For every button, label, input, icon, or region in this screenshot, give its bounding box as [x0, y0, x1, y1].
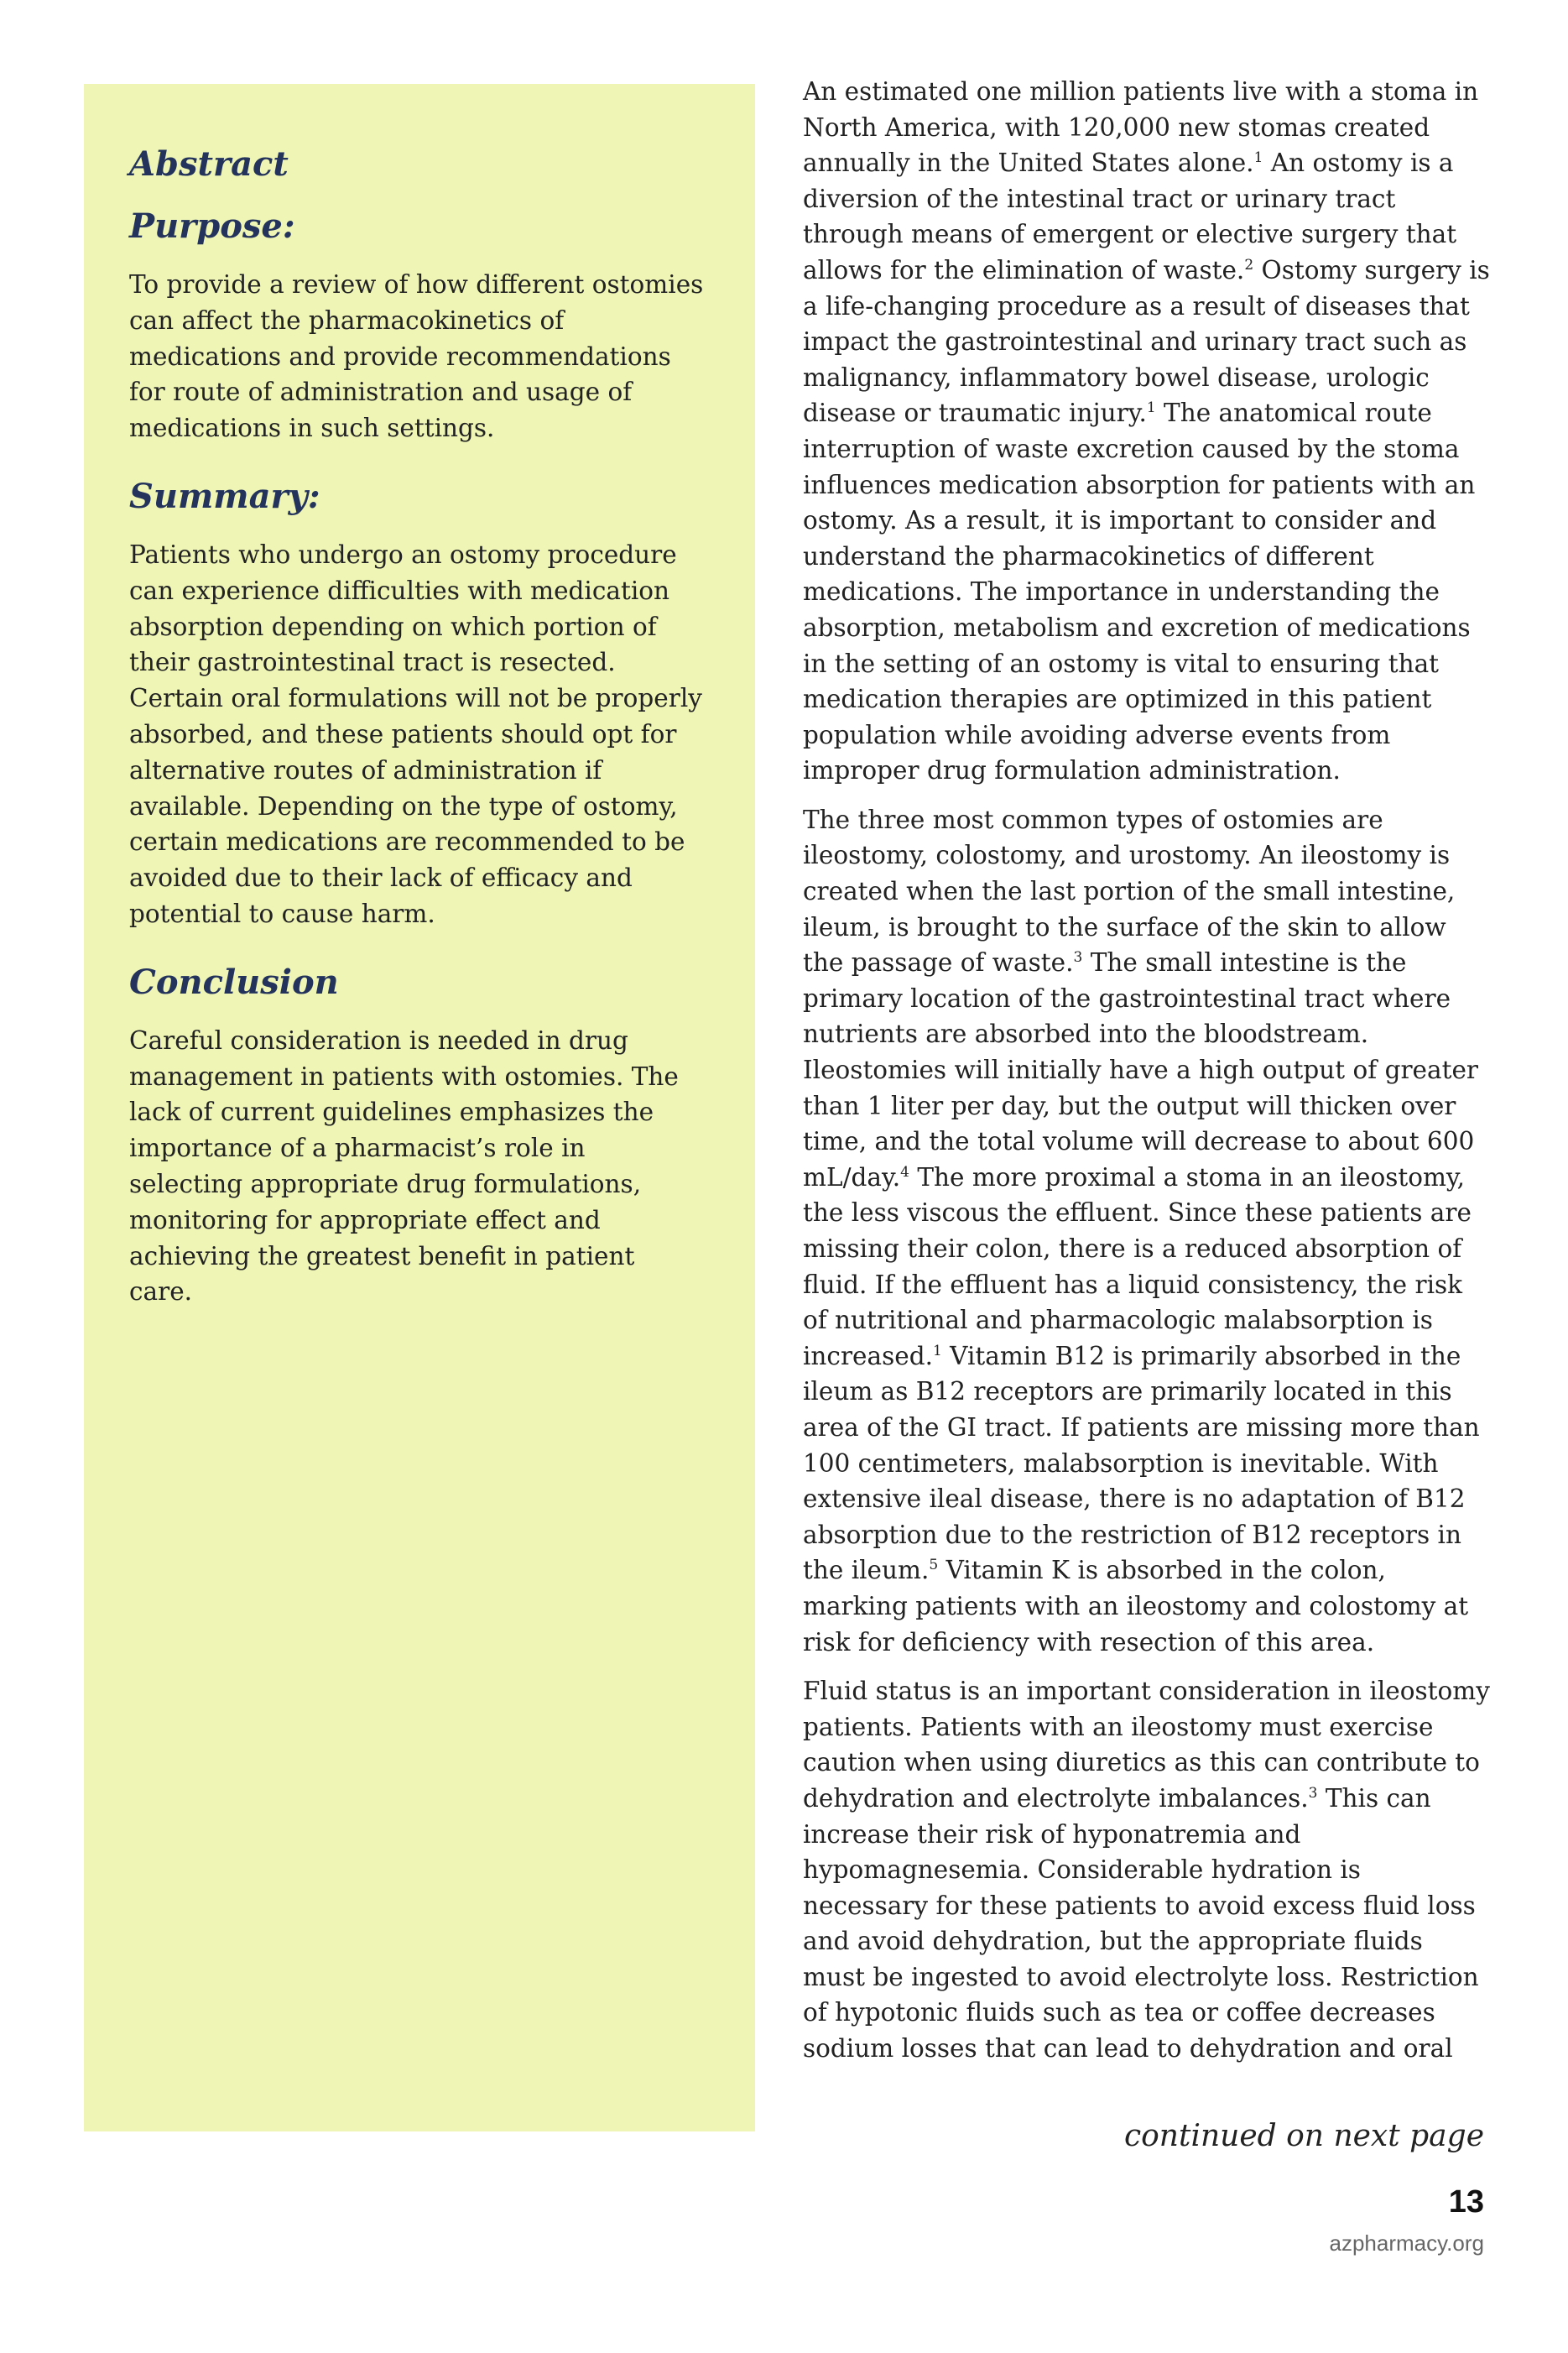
abstract-panel — [84, 84, 755, 2131]
abstract-heading: Abstract — [129, 144, 289, 184]
article-paragraph — [803, 802, 1491, 1660]
text-run: The small intestine is the primary location of the gastrointestinal tract where nutrients are absorbed into the bloodstream. Ileostomies will initially have a high output of greater than 1 liter per day, but the output will thicken over time, and the total volume will decrease to about 600 mL/day. — [803, 948, 1479, 1192]
reference-link[interactable]: 4 — [900, 1163, 909, 1181]
text-run: The more proximal a stoma in an ileostomy, the less viscous the effluent. Since these patients are missing their colon, there is a reduced absorption of fluid. If the effluent has a liquid consistency, the risk of nutritional and pharmacologic malabsorption is increased. — [803, 1162, 1472, 1370]
text-run: The three most common types of ostomies are ileostomy, colostomy, and urostomy. An ileostomy is created when the last portion of the small intestine, ileum, is brought to the surface of the skin to allow the passage of waste. — [803, 805, 1456, 978]
reference-link[interactable]: 3 — [1308, 1784, 1318, 1802]
page-number: 13 — [1448, 2184, 1484, 2220]
article-paragraph — [803, 1673, 1491, 2067]
conclusion-heading: Conclusion — [129, 962, 339, 1002]
text-run: Vitamin B12 is primarily absorbed in the ileum as B12 receptors are primarily located in this area of the GI tract. If patients are missing more than 100 centimeters, malabsorption is inevitable. With extensive ileal disease, there is no adaptation of B12 absorption due to the restriction of B12 receptors in the ileum. — [803, 1341, 1480, 1585]
purpose-text: To provide a review of how different ostomies can affect the pharmacokinetics of medications and provide recommendations for route of administration and usage of medications in such settings. — [129, 270, 704, 443]
purpose-heading: Purpose: — [129, 206, 295, 246]
text-run: Fluid status is an important consideration in ileostomy patients. Patients with an ileostomy must exercise caution when using diuretics as this can contribute to dehydration and electrolyte imbalances. — [803, 1677, 1490, 1813]
summary-heading: Summary: — [129, 476, 320, 516]
reference-link[interactable]: 1 — [1253, 149, 1263, 167]
text-run: An estimated one million patients live with a stoma in North America, with 120,000 new stomas created annually in the United States alone. — [803, 77, 1479, 178]
text-run: Vitamin K is absorbed in the colon, marking patients with an ileostomy and colostomy at risk for deficiency with resection of this area. — [803, 1556, 1469, 1656]
site-url[interactable]: azpharmacy.org — [1329, 2230, 1484, 2256]
reference-link[interactable]: 1 — [1146, 399, 1156, 417]
conclusion-text: Careful consideration is needed in drug management in patients with ostomies. The lack of current guidelines emphasizes the importance of a pharmacist’s role in selecting appropriate drug formulations, monitoring for appropriate effect and achieving the greatest benefit in patient care. — [129, 1025, 679, 1307]
continued-note: continued on next page — [1123, 2119, 1484, 2153]
reference-link[interactable]: 5 — [929, 1557, 939, 1574]
text-run: Ostomy surgery is a life-changing procedure as a result of diseases that impact the gastrointestinal and urinary tract such as malignancy, inflammatory bowel disease, urologic disease or traumatic injury. — [803, 255, 1490, 428]
reference-link[interactable]: 2 — [1244, 256, 1254, 274]
text-run: An ostomy is a diversion of the intestinal tract or urinary tract through means of emergent or elective surgery that allows for the elimination of waste. — [803, 149, 1457, 284]
article-body — [803, 74, 1491, 2080]
reference-link[interactable]: 1 — [932, 1342, 942, 1359]
reference-link[interactable]: 3 — [1073, 949, 1083, 967]
text-run: This can increase their risk of hyponatremia and hypomagnesemia. Considerable hydration is necessary for these patients to avoid excess fluid loss and avoid dehydration, but the appropriate fluids must be ingested to avoid electrolyte loss. Restriction of hypotonic fluids such as tea or coffee decreases sodium losses that can lead to dehydration and oral — [803, 1783, 1479, 2063]
text-run: The anatomical route interruption of waste excretion caused by the stoma influences medication absorption for patients with an ostomy. As a result, it is important to consider and understand the pharmacokinetics of different medications. The importance in understanding the absorption, metabolism and excretion of medications in the setting of an ostomy is vital to ensuring that medication therapies are optimized in this patient population while avoiding adverse events from improper drug formulation administration. — [803, 399, 1476, 785]
summary-text: Patients who undergo an ostomy procedure can experience difficulties with medication absorption depending on which portion of their gastrointestinal tract is resected. Certain oral formulations will not be properly absorbed, and these patients should opt for alternative routes of administration if available. Depending on the type of ostomy, certain medications are recommended to be avoided due to their lack of efficacy and potential to cause harm. — [129, 540, 702, 928]
article-paragraph — [803, 74, 1491, 789]
